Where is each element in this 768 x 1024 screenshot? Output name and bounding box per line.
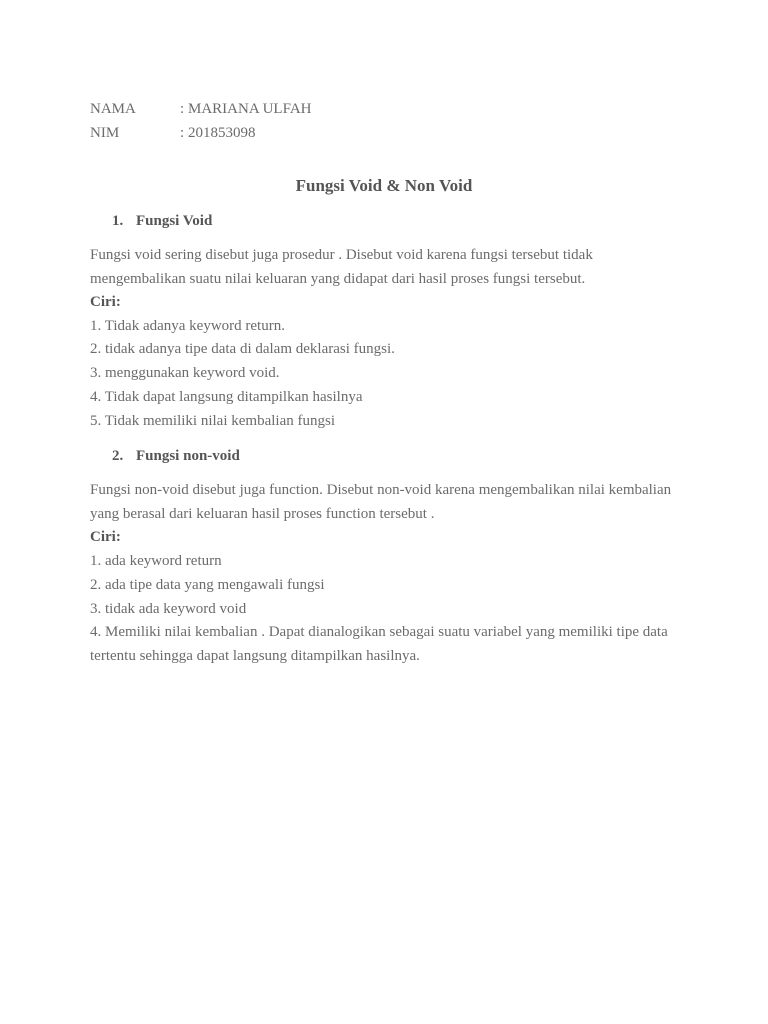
ciri-label: Ciri: bbox=[90, 294, 121, 310]
ciri-list bbox=[90, 315, 678, 434]
paragraph-line: Fungsi non-void disebut juga function. Disebut non-void karena mengembalikan nilai kembalian bbox=[90, 482, 672, 499]
section-number: 1. bbox=[112, 213, 124, 229]
section-number: 2. bbox=[112, 448, 124, 465]
nim-separator: : bbox=[180, 125, 185, 141]
section-heading bbox=[112, 209, 678, 233]
list-item: 4. Tidak dapat langsung ditampilkan hasilnya bbox=[90, 388, 363, 405]
ciri-label: Ciri: bbox=[90, 529, 121, 546]
paragraph-line: mengembalikan suatu nilai keluaran yang didapat dari hasil proses fungsi tersebut. bbox=[90, 270, 586, 287]
list-item: 3. tidak ada keyword void bbox=[90, 600, 247, 617]
nama-label: NAMA bbox=[90, 101, 136, 117]
list-item: 4. Memiliki nilai kembalian . Dapat dianalogikan sebagai suatu variabel yang memiliki tipe data bbox=[90, 624, 668, 641]
nim-row bbox=[90, 121, 678, 145]
list-item: 2. ada tipe data yang mengawali fungsi bbox=[90, 576, 325, 593]
nim-value: 201853098 bbox=[188, 125, 256, 141]
section-heading bbox=[112, 444, 678, 468]
nama-row bbox=[90, 97, 678, 121]
section-paragraph bbox=[90, 244, 678, 291]
ciri-list bbox=[90, 550, 678, 669]
list-item: 2. tidak adanya tipe data di dalam deklarasi fungsi. bbox=[90, 341, 395, 358]
paragraph-line: yang berasal dari keluaran hasil proses function tersebut . bbox=[90, 505, 435, 522]
list-item: 3. menggunakan keyword void. bbox=[90, 365, 280, 382]
section-fungsi-void bbox=[90, 209, 678, 433]
list-item: tertentu sehingga dapat langsung ditampilkan hasilnya. bbox=[90, 648, 420, 665]
paragraph-line: Fungsi void sering disebut juga prosedur . Disebut void karena fungsi tersebut tidak bbox=[90, 247, 593, 263]
list-item: 1. Tidak adanya keyword return. bbox=[90, 317, 285, 334]
list-item: 5. Tidak memiliki nilai kembalian fungsi bbox=[90, 412, 335, 429]
document-title: Fungsi Void & Non Void bbox=[295, 176, 473, 195]
nama-value: MARIANA ULFAH bbox=[188, 101, 312, 117]
list-item: 1. ada keyword return bbox=[90, 552, 222, 569]
section-paragraph bbox=[90, 479, 678, 526]
section-title: Fungsi non-void bbox=[136, 448, 240, 465]
section-fungsi-non-void bbox=[90, 444, 678, 668]
nama-separator: : bbox=[180, 101, 185, 117]
student-info bbox=[90, 97, 678, 145]
nim-label: NIM bbox=[90, 125, 120, 141]
section-title: Fungsi Void bbox=[136, 213, 213, 229]
